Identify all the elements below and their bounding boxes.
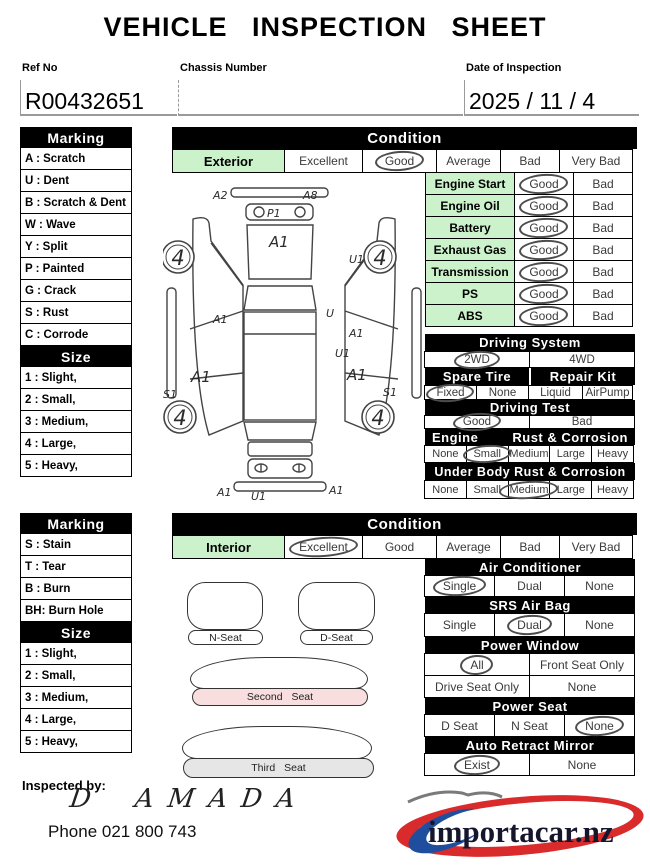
condition-option-cell bbox=[362, 149, 437, 173]
legend-row bbox=[20, 235, 132, 258]
option-cell bbox=[494, 714, 565, 737]
option-cell bbox=[424, 351, 530, 368]
condition-option: Excellent bbox=[296, 540, 351, 554]
spare-repair-row bbox=[425, 385, 635, 400]
mech-good-cell bbox=[514, 238, 574, 261]
damage-mark: S1 bbox=[383, 386, 397, 399]
option-cell bbox=[591, 480, 634, 499]
option-cell bbox=[508, 480, 551, 499]
mech-good-cell bbox=[514, 172, 574, 195]
condition-option-cell bbox=[559, 149, 633, 173]
legend-row bbox=[20, 577, 132, 600]
mech-label: Engine Oil bbox=[425, 194, 515, 217]
power-window-row2 bbox=[425, 675, 635, 698]
damage-mark: 4 bbox=[371, 406, 385, 430]
third-seat-back bbox=[182, 726, 372, 759]
legend-row-text: G : Crack bbox=[25, 284, 77, 297]
mech-bad-cell bbox=[573, 260, 633, 283]
legend-row-text: S : Rust bbox=[25, 306, 69, 319]
air-conditioner-options bbox=[425, 575, 635, 597]
condition-option: Good bbox=[384, 540, 415, 554]
condition-option-cell bbox=[559, 535, 633, 559]
chassis-number-box bbox=[178, 80, 463, 116]
mech-good: Good bbox=[526, 309, 561, 323]
mech-good: Good bbox=[526, 221, 561, 235]
mech-good-cell bbox=[514, 304, 574, 327]
legend-row bbox=[20, 642, 132, 665]
ref-no-label: Ref No bbox=[22, 62, 58, 74]
legend-row bbox=[20, 454, 132, 477]
auto-retract-mirror-title: Auto Retract Mirror bbox=[425, 737, 635, 753]
exterior-condition-title: Condition bbox=[172, 127, 637, 149]
under-body-rust-title: Under Body Rust & Corrosion bbox=[425, 463, 635, 480]
condition-option: Good bbox=[382, 154, 417, 168]
legend-row-text: 1 : Slight, bbox=[25, 371, 77, 384]
phone-number: Phone 021 800 743 bbox=[48, 822, 197, 841]
mech-good-cell bbox=[514, 194, 574, 217]
option: Single bbox=[440, 579, 479, 593]
option-cell bbox=[466, 480, 509, 499]
repair-kit-title: Repair Kit bbox=[531, 368, 635, 385]
option-cell bbox=[424, 613, 495, 637]
legend-row-text: 4 : Large, bbox=[25, 713, 77, 726]
option-cell bbox=[424, 675, 530, 698]
condition-option: Bad bbox=[519, 154, 541, 168]
interior-condition-title: Condition bbox=[172, 513, 637, 535]
legend-row bbox=[20, 257, 132, 280]
option: All bbox=[467, 658, 486, 672]
legend-row-text: 5 : Heavy, bbox=[25, 459, 78, 472]
condition-option-cell bbox=[436, 535, 501, 559]
option: Heavy bbox=[596, 448, 629, 460]
option: None bbox=[582, 719, 617, 733]
option-cell bbox=[466, 445, 509, 463]
logo-text: importacar.nz bbox=[428, 814, 614, 849]
condition-option: Bad bbox=[519, 540, 541, 554]
repair-kit-options bbox=[529, 385, 633, 400]
option: None bbox=[585, 579, 614, 593]
interior-condition-row bbox=[172, 535, 637, 559]
option-cell bbox=[529, 675, 635, 698]
option-cell bbox=[424, 653, 530, 676]
legend-row-text: 4 : Large, bbox=[25, 437, 77, 450]
legend-row-text: W : Wave bbox=[25, 218, 76, 231]
driving-test-options bbox=[425, 415, 635, 429]
mech-bad: Bad bbox=[592, 264, 614, 279]
damage-mark: A2 bbox=[213, 189, 228, 202]
option: Dual bbox=[517, 579, 542, 593]
option-cell bbox=[424, 480, 467, 499]
second-seat-label: Second Seat bbox=[192, 688, 368, 706]
option-cell bbox=[549, 480, 592, 499]
damage-mark: A8 bbox=[303, 189, 318, 202]
option: Large bbox=[556, 448, 585, 460]
mech-row bbox=[425, 194, 635, 217]
legend-row-text: C : Corrode bbox=[25, 328, 89, 341]
interior-legend bbox=[20, 513, 132, 753]
mech-row bbox=[425, 238, 635, 261]
damage-mark: 4 bbox=[171, 246, 185, 270]
legend-row-text: B : Scratch & Dent bbox=[25, 196, 126, 209]
option: Dual bbox=[514, 618, 545, 632]
interior-size-list bbox=[20, 642, 132, 753]
option: Good bbox=[460, 416, 494, 428]
exterior-row-label: Exterior bbox=[172, 149, 285, 173]
mech-bad-cell bbox=[573, 238, 633, 261]
condition-option: Average bbox=[446, 154, 491, 168]
d-seat-back bbox=[298, 582, 375, 630]
option: N Seat bbox=[511, 718, 548, 733]
mech-bad-cell bbox=[573, 172, 633, 195]
mech-bad-cell bbox=[573, 304, 633, 327]
legend-row-text: BH: Burn Hole bbox=[25, 604, 104, 617]
option: Medium bbox=[506, 484, 551, 496]
option-cell bbox=[424, 714, 495, 737]
srs-air-bag-title: SRS Air Bag bbox=[425, 597, 635, 613]
interior-condition-options bbox=[285, 535, 637, 559]
inspection-date-box bbox=[464, 80, 639, 116]
interior-condition-table bbox=[172, 513, 637, 559]
legend-row bbox=[20, 708, 132, 731]
logo-car-silhouette-icon bbox=[408, 792, 502, 802]
condition-option: Very Bad bbox=[571, 540, 621, 554]
legend-row bbox=[20, 191, 132, 214]
third-seat-label: Third Seat bbox=[183, 758, 374, 778]
legend-row bbox=[20, 686, 132, 709]
option-cell bbox=[528, 385, 583, 400]
legend-row bbox=[20, 664, 132, 687]
legend-row bbox=[20, 599, 132, 622]
mech-row bbox=[425, 216, 635, 239]
mech-good: Good bbox=[526, 177, 561, 191]
legend-row-text: Y : Split bbox=[25, 240, 68, 253]
mech-bad-cell bbox=[573, 282, 633, 305]
right-sill bbox=[412, 288, 421, 398]
option: None bbox=[432, 483, 459, 496]
option: None bbox=[488, 386, 517, 399]
option-cell bbox=[564, 613, 635, 637]
condition-option-cell bbox=[500, 149, 560, 173]
mech-good-cell bbox=[514, 282, 574, 305]
mech-bad: Bad bbox=[592, 308, 614, 323]
engine-rust-options bbox=[425, 445, 635, 463]
mech-good: Good bbox=[526, 287, 561, 301]
exterior-legend bbox=[20, 127, 132, 477]
mech-bad: Bad bbox=[592, 286, 614, 301]
legend-row bbox=[20, 410, 132, 433]
option: Medium bbox=[509, 448, 549, 460]
interior-size-title: Size bbox=[20, 622, 132, 643]
option-cell bbox=[564, 714, 635, 737]
option: None bbox=[585, 618, 614, 632]
damage-mark: A1 bbox=[191, 368, 211, 386]
legend-row-text: 5 : Heavy, bbox=[25, 735, 78, 748]
spare-tire-title: Spare Tire bbox=[425, 368, 529, 385]
page-title: VEHICLE INSPECTION SHEET bbox=[103, 12, 547, 42]
option-cell bbox=[476, 385, 529, 400]
mechanical-panel bbox=[425, 173, 635, 327]
mech-row bbox=[425, 172, 635, 195]
legend-row bbox=[20, 366, 132, 389]
option-cell bbox=[549, 445, 592, 463]
damage-mark: U1 bbox=[349, 253, 365, 266]
legend-row bbox=[20, 169, 132, 192]
mech-good: Good bbox=[526, 243, 561, 257]
inspected-by-label: Inspected by: bbox=[22, 778, 106, 793]
option: Exist bbox=[461, 758, 493, 772]
srs-air-bag-options bbox=[425, 613, 635, 637]
mech-bad: Bad bbox=[592, 220, 614, 235]
legend-row-text: T : Tear bbox=[25, 560, 66, 573]
legend-row bbox=[20, 279, 132, 302]
under-body-rust-options bbox=[425, 480, 635, 499]
mech-good: Good bbox=[526, 199, 561, 213]
damage-mark: U1 bbox=[335, 347, 351, 360]
condition-option-cell bbox=[436, 149, 501, 173]
legend-row-text: 3 : Medium, bbox=[25, 415, 89, 428]
damage-mark: U bbox=[326, 307, 335, 320]
importacar-logo bbox=[392, 786, 650, 862]
air-conditioner-title: Air Conditioner bbox=[425, 559, 635, 575]
option-cell bbox=[424, 385, 477, 400]
mech-label: Battery bbox=[425, 216, 515, 239]
legend-row-text: 3 : Medium, bbox=[25, 691, 89, 704]
option-cell bbox=[529, 753, 635, 776]
engine-rust-title-left: Engine bbox=[432, 429, 479, 445]
option: Bad bbox=[571, 416, 593, 428]
second-seat-back bbox=[190, 657, 368, 689]
exterior-size-list bbox=[20, 366, 132, 477]
damage-mark: A1 bbox=[329, 484, 344, 497]
spare-tire-options bbox=[425, 385, 529, 400]
legend-row bbox=[20, 147, 132, 170]
mech-label: Exhaust Gas bbox=[425, 238, 515, 261]
engine-rust-title bbox=[425, 429, 635, 445]
option: Heavy bbox=[596, 483, 629, 496]
option: Small bbox=[470, 448, 504, 460]
option-cell bbox=[494, 575, 565, 597]
option: Single bbox=[442, 618, 477, 632]
condition-option: Excellent bbox=[299, 154, 348, 168]
option: Front Seat Only bbox=[539, 657, 625, 672]
interior-marking-title: Marking bbox=[20, 513, 132, 534]
chassis-number-label: Chassis Number bbox=[180, 62, 267, 74]
damage-mark: 4 bbox=[373, 246, 387, 270]
condition-option: Very Bad bbox=[571, 154, 621, 168]
option-cell bbox=[424, 445, 467, 463]
damage-mark: U1 bbox=[251, 490, 267, 503]
legend-row bbox=[20, 432, 132, 455]
option-cell bbox=[424, 753, 530, 776]
exterior-marking-list bbox=[20, 147, 132, 346]
interior-marking-list bbox=[20, 533, 132, 622]
damage-mark: A1 bbox=[349, 327, 364, 340]
exterior-condition-table bbox=[172, 127, 637, 173]
mech-row bbox=[425, 282, 635, 305]
damage-mark: P1 bbox=[267, 207, 281, 220]
option-cell bbox=[508, 445, 551, 463]
mech-good-cell bbox=[514, 216, 574, 239]
option: Small bbox=[473, 483, 501, 496]
legend-row bbox=[20, 213, 132, 236]
inspection-date-label: Date of Inspection bbox=[466, 62, 562, 74]
option: 2WD bbox=[461, 354, 493, 366]
mech-row bbox=[425, 304, 635, 327]
driving-panel bbox=[425, 334, 635, 499]
option: Fixed bbox=[433, 387, 467, 399]
mech-label: Engine Start bbox=[425, 172, 515, 195]
mech-label: PS bbox=[425, 282, 515, 305]
power-window-title: Power Window bbox=[425, 637, 635, 653]
mech-good: Good bbox=[526, 265, 561, 279]
auto-retract-mirror-options bbox=[425, 753, 635, 776]
option: D Seat bbox=[441, 718, 478, 733]
legend-row-text: 2 : Small, bbox=[25, 669, 76, 682]
legend-row bbox=[20, 323, 132, 346]
option: None bbox=[567, 679, 597, 694]
n-seat-label: N-Seat bbox=[188, 630, 263, 645]
inspector-signature: D AMADA bbox=[67, 784, 312, 814]
option: None bbox=[432, 448, 459, 460]
damage-mark: A1 bbox=[213, 313, 228, 326]
option-cell bbox=[591, 445, 634, 463]
damage-mark: 4 bbox=[173, 406, 187, 430]
d-seat-label: D-Seat bbox=[300, 630, 373, 645]
option-cell bbox=[564, 575, 635, 597]
option: AirPump bbox=[585, 386, 630, 399]
driving-test-title: Driving Test bbox=[425, 400, 635, 415]
exterior-marking-title: Marking bbox=[20, 127, 132, 148]
option-cell bbox=[529, 351, 635, 368]
condition-option: Average bbox=[446, 540, 491, 554]
mech-label: ABS bbox=[425, 304, 515, 327]
power-seat-options bbox=[425, 714, 635, 737]
legend-row-text: B : Burn bbox=[25, 582, 71, 595]
mech-bad-cell bbox=[573, 216, 633, 239]
option: 4WD bbox=[569, 353, 595, 366]
driving-system-options bbox=[425, 351, 635, 368]
option-cell bbox=[582, 385, 633, 400]
power-window-row1 bbox=[425, 653, 635, 676]
damage-mark: A1 bbox=[347, 366, 367, 384]
legend-row-text: S : Stain bbox=[25, 538, 72, 551]
condition-option-cell bbox=[500, 535, 560, 559]
mech-bad: Bad bbox=[592, 176, 614, 191]
legend-row-text: P : Painted bbox=[25, 262, 85, 275]
car-outline bbox=[167, 188, 421, 491]
ref-no-box bbox=[20, 80, 177, 116]
damage-mark: A1 bbox=[269, 233, 289, 251]
legend-row bbox=[20, 533, 132, 556]
condition-option-cell bbox=[284, 535, 363, 559]
exterior-condition-options bbox=[285, 149, 637, 173]
driving-system-title: Driving System bbox=[425, 334, 635, 351]
condition-option-cell bbox=[362, 535, 437, 559]
spare-repair-titles bbox=[425, 368, 635, 385]
option-cell bbox=[424, 575, 495, 597]
option-cell bbox=[529, 415, 635, 429]
mech-row bbox=[425, 260, 635, 283]
exterior-size-title: Size bbox=[20, 346, 132, 367]
car-damage-diagram bbox=[163, 183, 425, 505]
option-cell bbox=[529, 653, 635, 676]
damage-mark: A1 bbox=[217, 486, 232, 499]
mech-good-cell bbox=[514, 260, 574, 283]
legend-row-text: 2 : Small, bbox=[25, 393, 76, 406]
mech-bad: Bad bbox=[592, 242, 614, 257]
seats-diagram bbox=[170, 572, 425, 787]
damage-mark: S1 bbox=[163, 388, 177, 401]
option: Large bbox=[556, 483, 585, 496]
legend-row-text: A : Scratch bbox=[25, 152, 86, 165]
legend-row-text: U : Dent bbox=[25, 174, 70, 187]
ref-no-value: R00432651 bbox=[25, 88, 144, 114]
option-cell bbox=[424, 415, 530, 429]
legend-row-text: 1 : Slight, bbox=[25, 647, 77, 660]
legend-row bbox=[20, 555, 132, 578]
option: Liquid bbox=[540, 386, 571, 399]
mech-bad-cell bbox=[573, 194, 633, 217]
left-sill bbox=[167, 288, 176, 398]
mech-bad: Bad bbox=[592, 198, 614, 213]
option: None bbox=[567, 757, 597, 772]
interior-row-label: Interior bbox=[172, 535, 285, 559]
legend-row bbox=[20, 388, 132, 411]
option: Drive Seat Only bbox=[434, 679, 520, 694]
inspection-date-value: 2025 / 11 / 4 bbox=[469, 88, 596, 114]
features-panel bbox=[425, 559, 635, 776]
n-seat-back bbox=[187, 582, 263, 630]
option-cell bbox=[494, 613, 565, 637]
mech-label: Transmission bbox=[425, 260, 515, 283]
exterior-condition-row bbox=[172, 149, 637, 173]
legend-row bbox=[20, 730, 132, 753]
legend-row bbox=[20, 301, 132, 324]
engine-rust-title-right: Rust & Corrosion bbox=[512, 429, 628, 445]
condition-option-cell bbox=[284, 149, 363, 173]
power-seat-title: Power Seat bbox=[425, 698, 635, 714]
